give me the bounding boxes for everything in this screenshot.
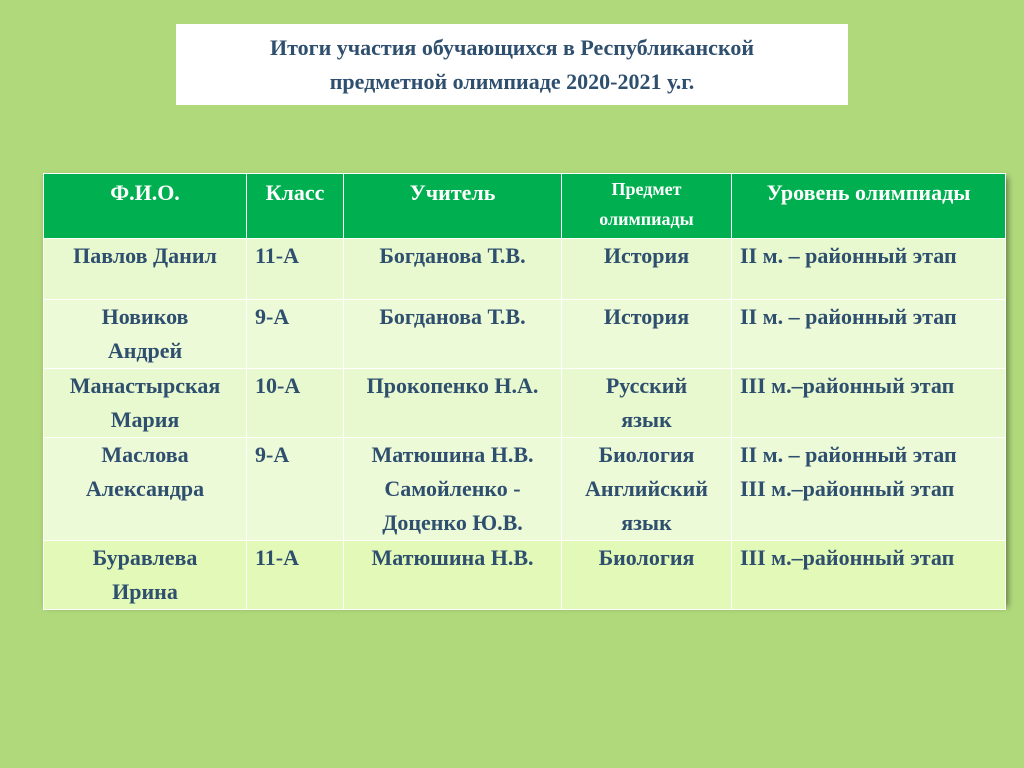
cell-line: Буравлева (92, 545, 198, 570)
header-level: Уровень олимпиады (732, 174, 1006, 239)
header-subject-line-1: Предмет (611, 179, 682, 199)
cell-teacher (344, 300, 562, 369)
cell-line: язык (621, 510, 672, 535)
cell-teacher (344, 369, 562, 438)
header-fio: Ф.И.О. (44, 174, 247, 239)
cell-line: III м.–районный этап (740, 476, 955, 501)
cell-line: История (603, 304, 690, 329)
cell-subject (562, 541, 732, 610)
title-line-1: Итоги участия обучающихся в Республиканской (269, 35, 755, 60)
cell-line: Александра (85, 476, 205, 501)
cell-level (732, 369, 1006, 438)
cell-fio (44, 541, 247, 610)
cell-line: II м. – районный этап (740, 243, 957, 268)
cell-line: Новиков (101, 304, 189, 329)
cell-line: Манастырская (69, 373, 221, 398)
cell-teacher (344, 541, 562, 610)
cell-line: Самойленко - (384, 476, 521, 501)
cell-line: Мария (110, 407, 180, 432)
cell-subject (562, 239, 732, 300)
cell-line: Биология (598, 545, 695, 570)
cell-line: История (603, 243, 690, 268)
cell-class: 11-А (247, 239, 344, 300)
table-row (44, 300, 1006, 369)
results-table-container (43, 173, 1005, 603)
cell-line: Прокопенко Н.А. (366, 373, 539, 398)
cell-line: II м. – районный этап (740, 442, 957, 467)
cell-level (732, 239, 1006, 300)
cell-line: Матюшина Н.В. (371, 442, 534, 467)
cell-subject (562, 438, 732, 541)
cell-line: Богданова Т.В. (379, 304, 526, 329)
cell-line: Богданова Т.В. (379, 243, 526, 268)
cell-class: 10-А (247, 369, 344, 438)
cell-fio (44, 239, 247, 300)
cell-line: Андрей (107, 338, 183, 363)
cell-subject (562, 300, 732, 369)
cell-level (732, 300, 1006, 369)
cell-line: III м.–районный этап (740, 545, 955, 570)
cell-line: Английский (585, 476, 708, 501)
cell-class: 9-А (247, 438, 344, 541)
cell-level (732, 541, 1006, 610)
header-subject (562, 174, 732, 239)
cell-line: язык (621, 407, 672, 432)
cell-fio (44, 300, 247, 369)
header-teacher: Учитель (344, 174, 562, 239)
cell-line: II м. – районный этап (740, 304, 957, 329)
cell-teacher (344, 239, 562, 300)
table-header-row (44, 174, 1006, 239)
cell-line: Маслова (101, 442, 189, 467)
header-class: Класс (247, 174, 344, 239)
cell-line: Матюшина Н.В. (371, 545, 534, 570)
cell-level (732, 438, 1006, 541)
cell-fio (44, 369, 247, 438)
table-row (44, 369, 1006, 438)
table-row (44, 239, 1006, 300)
page-title (176, 24, 848, 105)
header-subject-line-2: олимпиады (599, 209, 694, 229)
cell-class: 11-А (247, 541, 344, 610)
cell-teacher (344, 438, 562, 541)
cell-fio (44, 438, 247, 541)
cell-line: Русский (605, 373, 688, 398)
table-row (44, 541, 1006, 610)
results-table (43, 173, 1006, 610)
table-row (44, 438, 1006, 541)
cell-subject (562, 369, 732, 438)
cell-line: Доценко Ю.В. (382, 510, 523, 535)
cell-class: 9-А (247, 300, 344, 369)
title-line-2: предметной олимпиаде 2020-2021 у.г. (329, 69, 695, 94)
cell-line: Ирина (112, 579, 178, 604)
cell-line: III м.–районный этап (740, 373, 955, 398)
cell-line: Павлов Данил (73, 243, 217, 268)
cell-line: Биология (598, 442, 695, 467)
